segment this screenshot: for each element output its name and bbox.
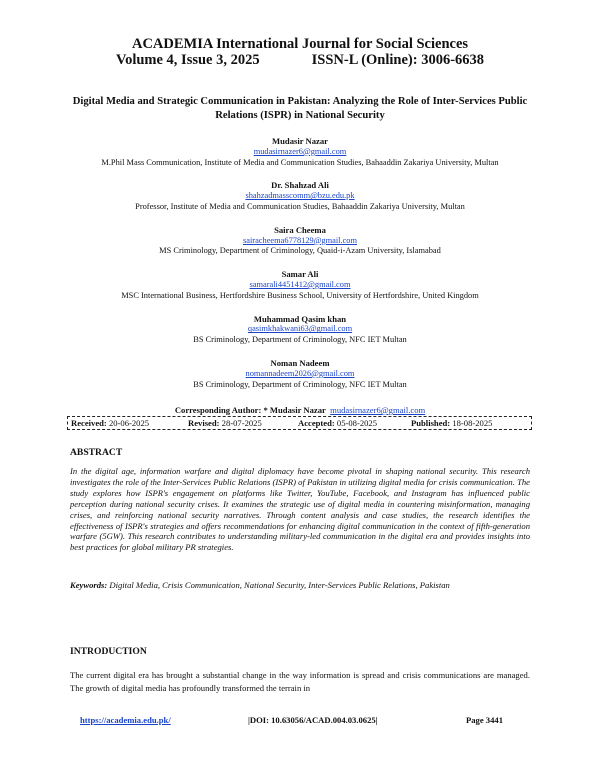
page-footer	[0, 715, 600, 727]
author-name: Mudasir Nazar	[272, 136, 328, 146]
author-affiliation: BS Criminology, Department of Criminology, NFC IET Multan	[193, 335, 407, 345]
accepted-date	[298, 417, 377, 429]
author-block	[40, 136, 560, 168]
author-affiliation: Professor, Institute of Media and Communication Studies, Bahaaddin Zakariya University, Multan	[135, 201, 465, 211]
published-label: Published:	[411, 418, 451, 428]
author-email-link[interactable]: nomannadeem2026@gmail.com	[245, 368, 355, 378]
journal-url-link[interactable]: https://academia.edu.pk/	[80, 715, 171, 725]
received-label: Received:	[71, 418, 107, 428]
author-affiliation: BS Criminology, Department of Criminology, NFC IET Multan	[193, 379, 407, 389]
corresponding-email-link[interactable]: mudasirnazer6@gmail.com	[330, 405, 426, 415]
doi: |DOI: 10.63056/ACAD.004.03.0625|	[248, 715, 378, 725]
journal-title: ACADEMIA International Journal for Social Sciences	[131, 36, 469, 52]
received-value: 20-06-2025	[108, 418, 150, 428]
keywords-label: Keywords:	[70, 580, 108, 590]
volume-issue: Volume 4, Issue 3, 2025	[115, 52, 260, 68]
author-affiliation: M.Phil Mass Communication, Institute of Media and Communication Studies, Bahaaddin Zakariya University, Multan	[101, 157, 499, 167]
author-name: Noman Nadeem	[270, 357, 330, 368]
published-date	[411, 417, 492, 429]
author-block	[40, 180, 560, 212]
author-email-link[interactable]: samarali4451412@gmail.com	[249, 279, 351, 289]
corresponding-author	[40, 405, 560, 415]
revised-value: 28-07-2025	[221, 418, 262, 428]
keywords-text: Digital Media, Crisis Communication, National Security, Inter-Services Public Relations, Pakistan	[109, 580, 450, 590]
revised-date	[188, 417, 262, 429]
paper-title: Digital Media and Strategic Communication in Pakistan: Analyzing the Role of Inter-Services Public Relations (ISPR) in National Security	[72, 96, 528, 121]
author-email-link[interactable]: sairacheema6778129@gmail.com	[243, 235, 357, 245]
author-block	[40, 225, 560, 257]
accepted-label: Accepted:	[298, 418, 335, 428]
author-block	[40, 314, 560, 346]
introduction-heading: INTRODUCTION	[70, 646, 147, 657]
keywords	[70, 580, 530, 591]
journal-issue-line	[0, 52, 600, 69]
publication-dates-box	[67, 416, 532, 430]
received-date	[71, 417, 149, 429]
author-name: Samar Ali	[281, 269, 319, 280]
author-email-link[interactable]: qasimkhakwani63@gmail.com	[247, 324, 353, 334]
issn: ISSN-L (Online): 3006-6638	[311, 52, 485, 68]
accepted-value: 05-08-2025	[336, 418, 378, 428]
corresponding-author-label: Corresponding Author: * Mudasir Nazar	[174, 405, 326, 415]
author-name: Saira Cheema	[274, 224, 326, 235]
page-number: Page 3441	[466, 715, 503, 725]
author-name: Dr. Shahzad Ali	[271, 180, 329, 191]
author-affiliation: MS Criminology, Department of Criminology, Quaid-i-Azam University, Islamabad	[159, 246, 441, 256]
author-email-link[interactable]: shahzadmasscomm@bzu.edu.pk	[245, 191, 355, 201]
abstract-text: In the digital age, information warfare and digital diplomacy have become pivotal in shaping national security. This research investigates the role of the Inter-Services Public Relations (ISPR) of Pakistan in utilizing digital media for crisis communication. The study explores how ISPR's engagement on platforms like Twitter, YouTube, Facebook, and Instagram has influenced public perception during national security crises. It examines the strategic use of digital media in countering misinformation, managing crises, and reinforcing national security narratives. Through content analysis and case studies, the research identifies the effectiveness of ISPR's strategies and offers recommendations for enhancing digital communication in the context of fifth-generation warfare (5GW). This research contributes to understanding military-led communication in the digital era and provides insights into best practices for global military PR strategies.	[70, 466, 530, 553]
author-block	[40, 358, 560, 390]
author-name: Muhammad Qasim khan	[253, 313, 347, 324]
abstract-heading: ABSTRACT	[70, 447, 123, 458]
published-value: 18-08-2025	[452, 418, 493, 428]
author-email-link[interactable]: mudasirnazer6@gmail.com	[253, 146, 347, 156]
introduction-text: The current digital era has brought a substantial change in the way information is spread and crisis communications are managed. The growth of digital media has profoundly transformed the terrain in	[70, 670, 530, 693]
revised-label: Revised:	[188, 418, 220, 428]
author-block	[40, 269, 560, 301]
author-list	[40, 136, 560, 402]
author-affiliation: MSC International Business, Hertfordshire Business School, University of Hertfordshire, United Kingdom	[121, 290, 479, 300]
